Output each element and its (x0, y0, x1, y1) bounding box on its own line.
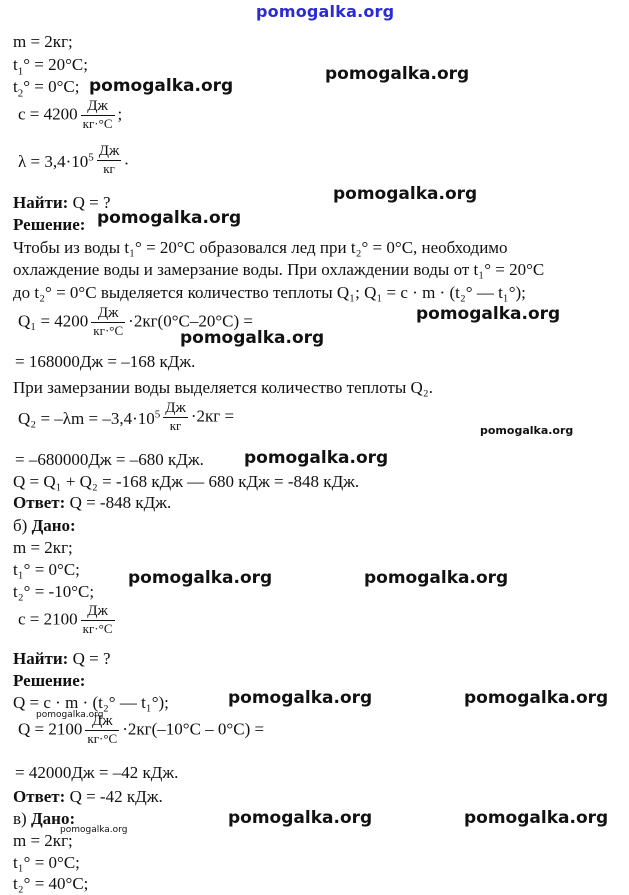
given-specific-heat: c = 4200 Дж кг·°C ; (18, 98, 123, 131)
part-b-q-equation: Q = 2100 Дж кг·°C ·2кг(–10°C – 0°C) = (18, 713, 265, 746)
answer-b: Ответ: Q = -42 кДж. (13, 787, 163, 806)
text-line-3: до t₂° = 0°C выделяется количество теплоты Q₁; Q₁ = c · m · (t₂° — t₁°); (13, 283, 526, 302)
given-lambda: $\lambda = 3,4\cdot 10^5$ Дж кг . (18, 143, 129, 176)
watermark: pomogalka.org (228, 808, 373, 828)
watermark: pomogalka.org (180, 328, 325, 348)
q2-result: = –680000Дж = –680 кДж. (15, 450, 204, 469)
find-line: Найти: Q = ? (13, 193, 111, 212)
part-b-t1: t₁° = 0°C; (13, 560, 80, 579)
watermark: pomogalka.org (333, 184, 478, 204)
part-b-find: Найти: Q = ? (13, 649, 111, 668)
part-c-given: в) Дано: (13, 809, 76, 828)
part-b-given: б) Дано: (13, 516, 76, 535)
q2-equation: $Q_2 = -\lambda m = -3,4\cdot 10^5$ Дж кг ·2кг = (18, 400, 235, 433)
watermark: pomogalka.org (36, 710, 104, 720)
q-total: Q = Q₁ + Q₂ = -168 кДж — 680 кДж = -848 кДж. (13, 472, 360, 491)
part-b-q-result: = 42000Дж = –42 кДж. (15, 763, 179, 782)
q1-equation: Q₁ = 4200 Дж кг·°C ·2кг(0°C–20°C) = (18, 305, 253, 338)
watermark: pomogalka.org (228, 688, 373, 708)
part-c-t1: t₁° = 0°C; (13, 853, 80, 872)
watermark: pomogalka.org (416, 304, 561, 324)
given-t2: $t_2^\circ = 0^\circ C$; (13, 77, 80, 100)
top-watermark: pomogalka.org (256, 2, 395, 21)
watermark: pomogalka.org (97, 208, 242, 228)
part-b-formula: Q = c · m · (t₂° — t₁°); (13, 693, 169, 712)
part-c-t2: t₂° = 40°C; (13, 874, 89, 893)
given-t1: $t_1^\circ = 20^\circ C$; (13, 55, 88, 78)
solution-label: Решение: (13, 215, 86, 234)
watermark: pomogalka.org (464, 688, 609, 708)
answer-a: Ответ: Q = -848 кДж. (13, 493, 172, 512)
text-line-4: При замерзании воды выделяется количество теплоты Q₂. (13, 378, 433, 397)
watermark: pomogalka.org (128, 568, 273, 588)
watermark: pomogalka.org (89, 76, 234, 96)
part-c-mass: m = 2кг; (13, 831, 73, 850)
watermark: pomogalka.org (464, 808, 609, 828)
text-line-1: Чтобы из воды t₁° = 20°C образовался лед при t₂° = 0°C, необходимо (13, 238, 508, 257)
part-b-t2: t₂° = -10°C; (13, 582, 95, 601)
watermark: pomogalka.org (244, 448, 389, 468)
watermark: pomogalka.org (480, 424, 574, 437)
watermark: pomogalka.org (60, 825, 128, 835)
text-line-2: охлаждение воды и замерзание воды. При охлаждении воды от t₁° = 20°C (13, 260, 545, 279)
part-b-mass: m = 2кг; (13, 538, 73, 557)
part-b-solution-label: Решение: (13, 671, 86, 690)
watermark: pomogalka.org (364, 568, 509, 588)
q1-result: = 168000Дж = –168 кДж. (15, 352, 196, 371)
watermark: pomogalka.org (325, 64, 470, 84)
given-mass: m = 2кг; (13, 32, 73, 51)
part-b-specific-heat: c = 2100 Дж кг·°C (18, 603, 113, 636)
